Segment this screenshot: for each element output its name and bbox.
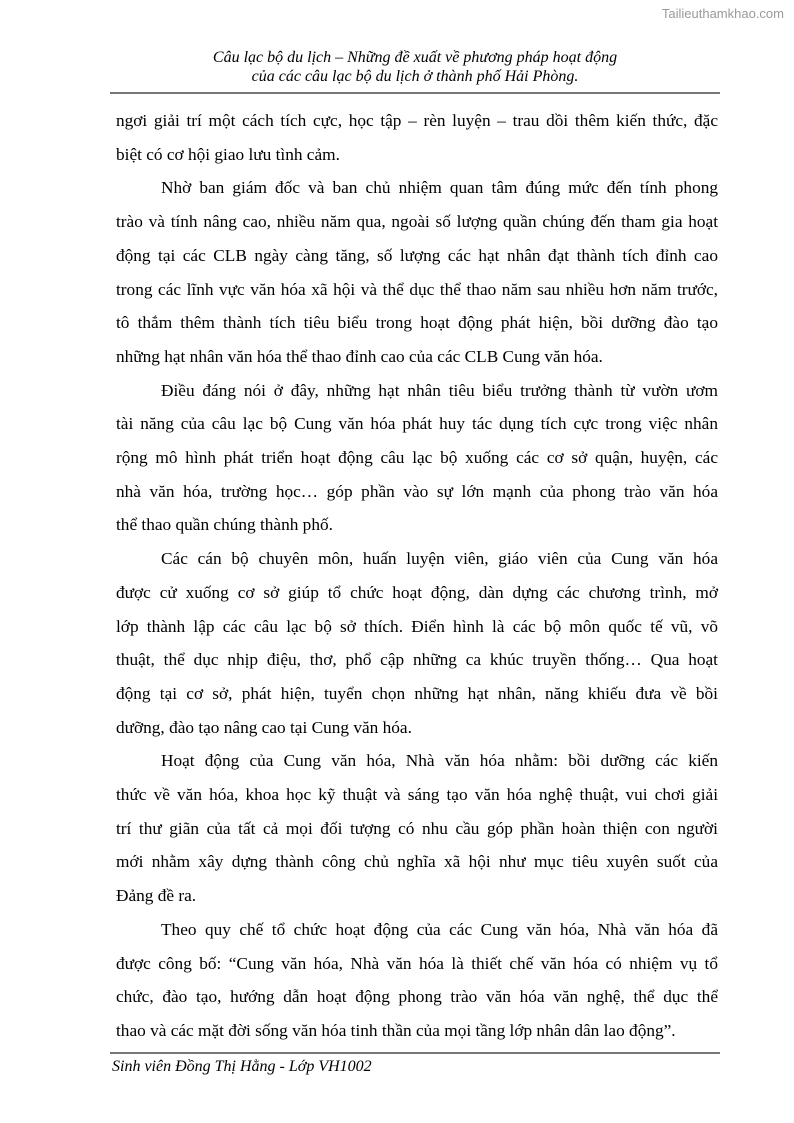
footer-author: Sinh viên Đồng Thị Hằng - Lớp VH1002 bbox=[112, 1058, 372, 1075]
text-line: nhà văn hóa, trường học… góp phần vào sự lớn mạnh của phong trào văn hóa bbox=[116, 481, 718, 501]
text-line: động tại cơ sở, phát hiện, tuyển chọn những hạt nhân, năng khiếu đưa về bồi bbox=[116, 683, 718, 703]
paragraph bbox=[116, 171, 718, 373]
paragraph bbox=[116, 913, 718, 1048]
paragraph bbox=[116, 542, 718, 744]
text-line: thể thao quần chúng thành phố. bbox=[116, 515, 333, 535]
text-line: ngơi giải trí một cách tích cực, học tập – rèn luyện – trau dồi thêm kiến thức, đặc bbox=[116, 111, 718, 130]
text-line: lớp thành lập các câu lạc bộ sở thích. Điển hình là các bộ môn quốc tế vũ, võ bbox=[116, 616, 718, 636]
text-line: mới nhằm xây dựng thành công chủ nghĩa xã hội như mục tiêu xuyên suốt của bbox=[116, 852, 718, 872]
text-line: động tại các CLB ngày càng tăng, số lượng các hạt nhân đạt thành tích đỉnh cao bbox=[116, 245, 718, 265]
running-header bbox=[110, 48, 720, 86]
header-line-1: Câu lạc bộ du lịch – Những đề xuất về phương pháp hoạt động bbox=[212, 49, 618, 66]
text-line: Các cán bộ chuyên môn, huấn luyện viên, giáo viên của Cung văn hóa bbox=[161, 549, 718, 569]
text-line: được cử xuống cơ sở giúp tổ chức hoạt động, dàn dựng các chương trình, mở bbox=[116, 582, 718, 602]
header-divider bbox=[110, 92, 720, 94]
text-line: Nhờ ban giám đốc và ban chủ nhiệm quan tâm đúng mức đến tính phong bbox=[161, 178, 718, 198]
text-line: trào và tính nâng cao, nhiều năm qua, ngoài số lượng quần chúng đến tham gia hoạt bbox=[116, 212, 718, 232]
text-line: rộng mô hình phát triển hoạt động câu lạc bộ xuống các cơ sở quận, huyện, các bbox=[116, 448, 718, 468]
paragraph bbox=[116, 374, 718, 543]
header-line-2: của các câu lạc bộ du lịch ở thành phố Hải Phòng. bbox=[251, 68, 579, 85]
text-line: Theo quy chế tổ chức hoạt động của các Cung văn hóa, Nhà văn hóa đã bbox=[161, 919, 718, 939]
text-line: biệt có cơ hội giao lưu tình cảm. bbox=[116, 144, 340, 164]
text-line: thuật, thể dục nhịp điệu, thơ, phổ cập những ca khúc truyền thống… Qua hoạt bbox=[116, 650, 718, 670]
text-line: thao và các mặt đời sống văn hóa tinh thần của mọi tầng lớp nhân dân lao động”. bbox=[116, 1020, 676, 1040]
text-line: tô thắm thêm thành tích tiêu biểu trong hoạt động phát hiện, bồi dưỡng đào tạo bbox=[116, 313, 718, 333]
text-line: dưỡng, đào tạo nâng cao tại Cung văn hóa. bbox=[116, 717, 412, 737]
footer-divider bbox=[110, 1052, 720, 1054]
text-line: được công bố: “Cung văn hóa, Nhà văn hóa là thiết chế văn hóa có nhiệm vụ tổ bbox=[116, 953, 718, 973]
text-line: trí thư giãn của tất cả mọi đối tượng có nhu cầu góp phần hoàn thiện con người bbox=[116, 818, 718, 838]
paragraph bbox=[116, 104, 718, 171]
text-line: Hoạt động của Cung văn hóa, Nhà văn hóa nhằm: bồi dưỡng các kiến bbox=[161, 751, 718, 771]
body-text bbox=[116, 104, 718, 1048]
text-line: thức về văn hóa, khoa học kỹ thuật và sáng tạo văn hóa nghệ thuật, vui chơi giải bbox=[116, 785, 718, 805]
text-line: tài năng của câu lạc bộ Cung văn hóa phát huy tác dụng tích cực trong việc nhân bbox=[116, 414, 718, 434]
text-line: trong các lĩnh vực văn hóa xã hội và thể dục thể thao năm sau nhiều hơn năm trước, bbox=[116, 279, 718, 299]
text-line: Điều đáng nói ở đây, những hạt nhân tiêu biểu trưởng thành từ vườn ươm bbox=[161, 380, 718, 400]
watermark: Tailieuthamkhao.com bbox=[661, 6, 784, 21]
text-line: những hạt nhân văn hóa thể thao đỉnh cao của các CLB Cung văn hóa. bbox=[116, 346, 603, 366]
paragraph bbox=[116, 744, 718, 913]
text-line: Đảng đề ra. bbox=[116, 886, 197, 906]
text-line: chức, đào tạo, hướng dẫn hoạt động phong trào văn hóa văn nghệ, thể dục thể bbox=[116, 987, 718, 1007]
